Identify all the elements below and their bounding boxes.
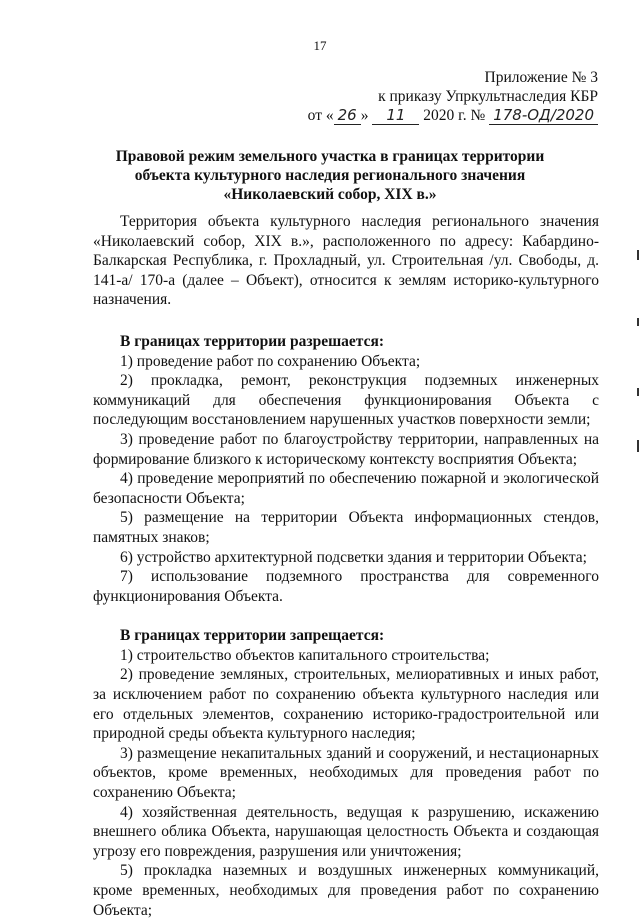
- date-prefix: от «: [307, 107, 334, 124]
- forbidden-heading: В границах территории запрещается:: [120, 627, 385, 645]
- scan-edge-mark: [637, 250, 639, 260]
- scan-edge-mark: [637, 440, 639, 452]
- appendix-block: [308, 68, 598, 125]
- forbidden-item-5: 5) прокладка наземных и воздушных инженерных коммуникаций, кроме временных, необходимых для проведения работ по сохранению Объекта;: [93, 862, 599, 919]
- handwritten-order-number: 178-ОД/2020: [489, 106, 598, 125]
- forbidden-item-3: 3) размещение некапитальных зданий и сооружений, и нестационарных объектов, кроме временных, необходимых для проведения работ по сохранению Объекта;: [93, 744, 599, 802]
- forbidden-item-1: 1) строительство объектов капитального строительства;: [120, 646, 490, 664]
- forbidden-item-2: 2) проведение земляных, строительных, мелиоративных и иных работ, за исключением работ по сохранению объекта культурного наследия или его отдельных элементов, сохранению историко-градостроительной или природной среды объекта культурного наследия;: [93, 666, 599, 743]
- scan-edge-mark: [637, 318, 639, 326]
- year-text: 2020 г. №: [423, 107, 486, 124]
- allowed-heading: В границах территории разрешается:: [120, 332, 385, 350]
- intro-paragraph: Территория объекта культурного наследия регионального значения «Николаевский собор, XIX в.», расположенного по адресу: Кабардино-Балкарская Республика, г. Прохладный, ул. Строительная /ул. Свободы, д. 141-а/ 170-а (далее – Объект), относится к землям историко-культурного назначения.: [93, 213, 599, 309]
- appendix-order-ref: к приказу Упркультнаследия КБР: [378, 88, 598, 105]
- scan-edge-mark: [637, 388, 639, 396]
- document-title: [60, 147, 600, 204]
- appendix-date-line: [308, 106, 598, 125]
- allowed-item-7: 7) использование подземного пространства для современного функционирования Объекта.: [93, 568, 599, 605]
- allowed-item-6: 6) устройство архитектурной подсветки здания и территории Объекта;: [120, 548, 587, 566]
- allowed-item-3: 3) проведение работ по благоустройству территории, направленных на формирование близкого к историческому контексту восприятия Объекта;: [93, 430, 599, 468]
- allowed-item-5: 5) размещение на территории Объекта информационных стендов, памятных знаков;: [93, 509, 599, 546]
- appendix-title: Приложение № 3: [484, 69, 598, 86]
- allowed-item-4: 4) проведение мероприятий по обеспечению пожарной и экологической безопасности Объекта;: [93, 470, 599, 507]
- title-line-1: Правовой режим земельного участка в границах территории: [115, 148, 545, 165]
- handwritten-day: 26: [334, 106, 361, 125]
- allowed-item-2: 2) прокладка, ремонт, реконструкция подземных инженерных коммуникаций для обеспечения функционирования Объекта с последующим восстановлением нарушенных участков поверхности земли;: [93, 372, 599, 429]
- allowed-item-1: 1) проведение работ по сохранению Объекта;: [120, 352, 421, 370]
- document-body: [93, 212, 599, 920]
- date-mid: »: [360, 107, 369, 124]
- forbidden-item-4: 4) хозяйственная деятельность, ведущая к разрушению, искажению внешнего облика Объекта, нарушающая целостность Объекта и создающая угрозу его повреждения, разрушения или уничтожения;: [93, 803, 599, 860]
- page-number: 17: [313, 38, 327, 53]
- handwritten-month: 11: [372, 106, 419, 125]
- title-line-2: объекта культурного наследия регионального значения: [134, 167, 526, 184]
- title-line-3: «Николаевский собор, XIX в.»: [223, 186, 437, 203]
